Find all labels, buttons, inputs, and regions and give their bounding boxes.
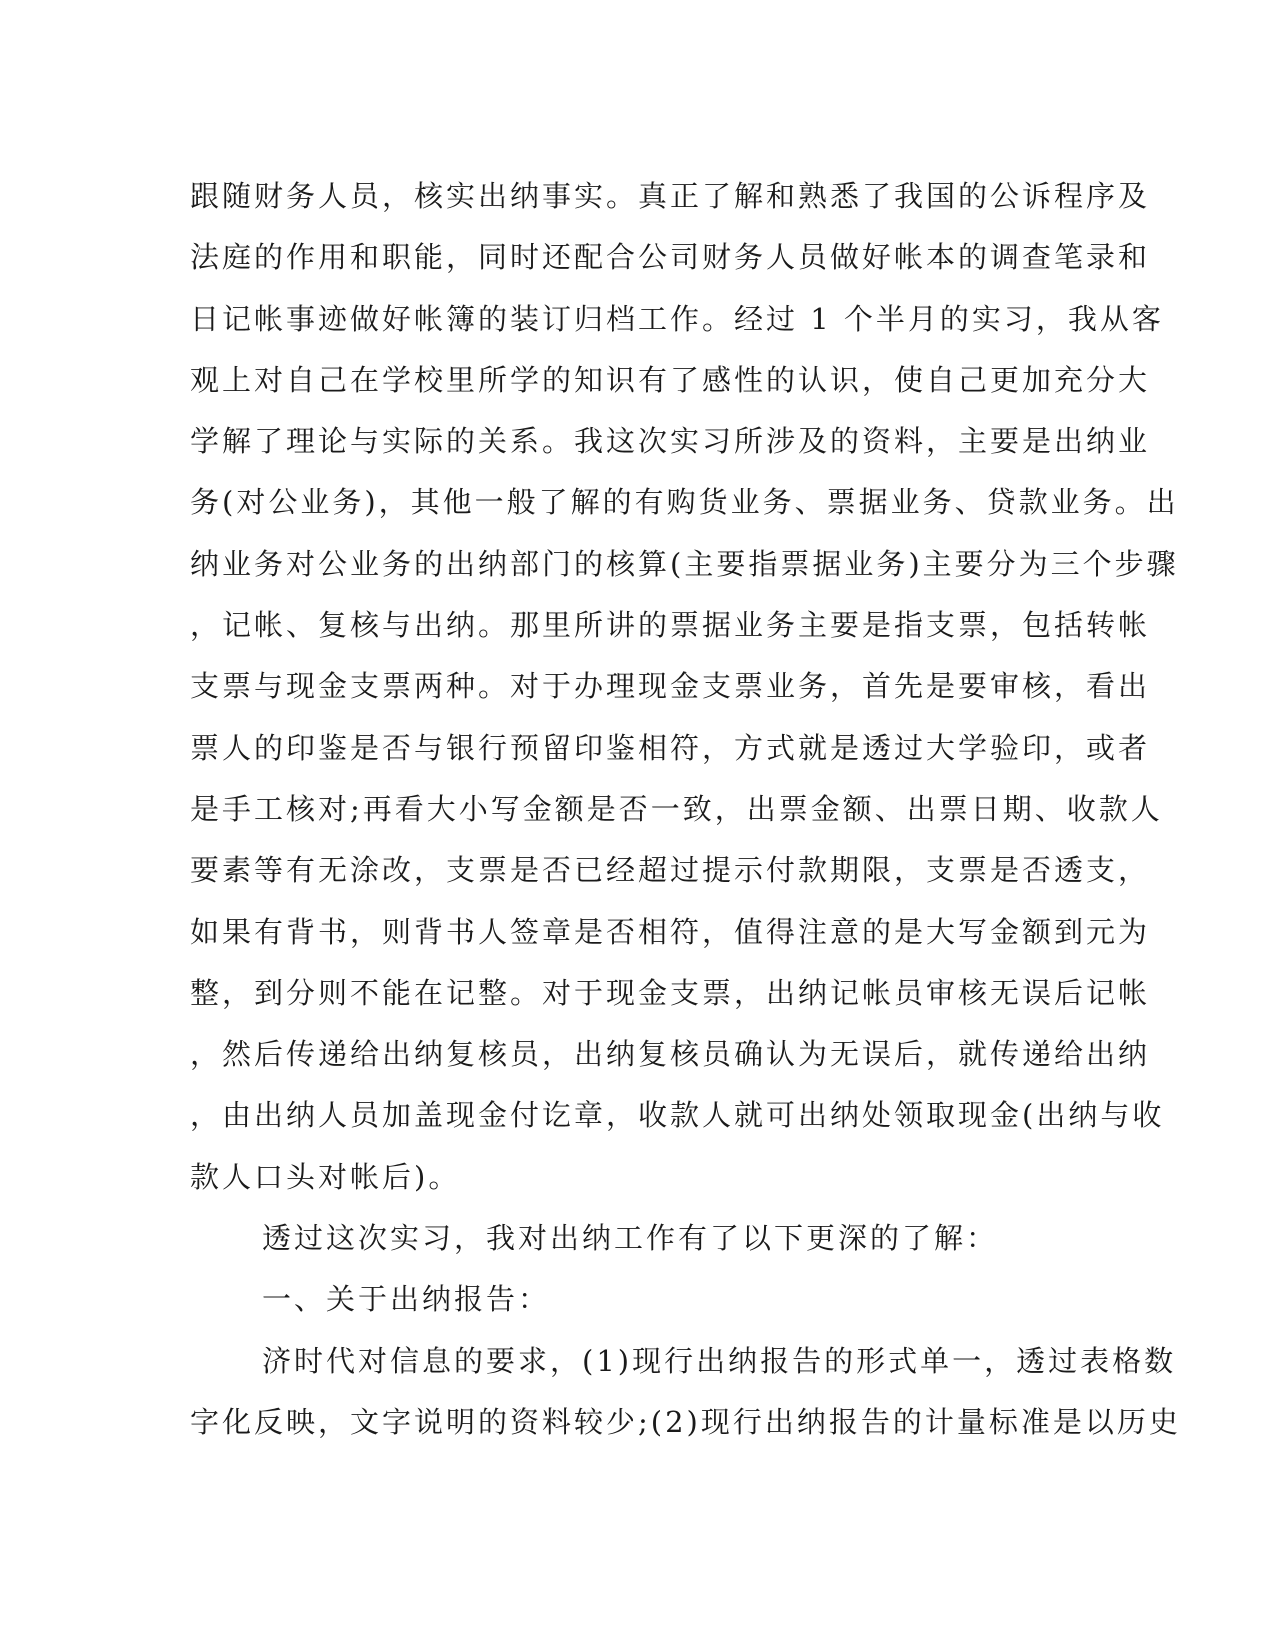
text-line: 整，到分则不能在记整。对于现金支票，出纳记帐员审核无误后记帐: [190, 975, 1151, 1010]
text-line: 日记帐事迹做好帐簿的装订归档工作。经过 1 个半月的实习，我从客: [190, 301, 1164, 336]
text-line: ，由出纳人员加盖现金付讫章，收款人就可出纳处领取现金(出纳与收: [190, 1098, 1165, 1133]
text-line: ，记帐、复核与出纳。那里所讲的票据业务主要是指支票，包括转帐: [190, 608, 1151, 643]
text-line: 票人的印鉴是否与银行预留印鉴相符，方式就是透过大学验印，或者: [190, 730, 1151, 765]
body-text: [190, 166, 1181, 1453]
text-line: 跟随财务人员，核实出纳事实。真正了解和熟悉了我国的公诉程序及: [190, 179, 1151, 213]
text-line: 务(对公业务)，其他一般了解的有购货业务、票据业务、贷款业务。出: [190, 485, 1179, 520]
text-line: ，然后传递给出纳复核员，出纳复核员确认为无误后，就传递给出纳: [190, 1037, 1151, 1072]
text-line: 一、关于出纳报告：: [262, 1282, 551, 1317]
text-line: 法庭的作用和职能，同时还配合公司财务人员做好帐本的调查笔录和: [190, 240, 1151, 275]
text-line: 纳业务对公业务的出纳部门的核算(主要指票据业务)主要分为三个步骤: [190, 546, 1179, 581]
text-line: 济时代对信息的要求，(1)现行出纳报告的形式单一，透过表格数: [262, 1343, 1177, 1378]
text-line: 透过这次实习，我对出纳工作有了以下更深的了解：: [262, 1221, 999, 1256]
text-line: 要素等有无涂改，支票是否已经超过提示付款期限，支票是否透支，: [190, 853, 1151, 888]
text-line: 如果有背书，则背书人签章是否相符，值得注意的是大写金额到元为: [190, 914, 1151, 949]
text-line: 字化反映，文字说明的资料较少;(2)现行出纳报告的计量标准是以历史: [190, 1404, 1181, 1439]
text-line: 观上对自己在学校里所学的知识有了感性的认识，使自己更加充分大: [190, 362, 1151, 397]
text-line: 是手工核对;再看大小写金额是否一致，出票金额、出票日期、收款人: [190, 791, 1163, 826]
text-line: 款人口头对帐后)。: [190, 1159, 461, 1194]
text-line: 学解了理论与实际的关系。我这次实习所涉及的资料，主要是出纳业: [190, 424, 1151, 459]
text-line: 支票与现金支票两种。对于办理现金支票业务，首先是要审核，看出: [190, 669, 1151, 704]
